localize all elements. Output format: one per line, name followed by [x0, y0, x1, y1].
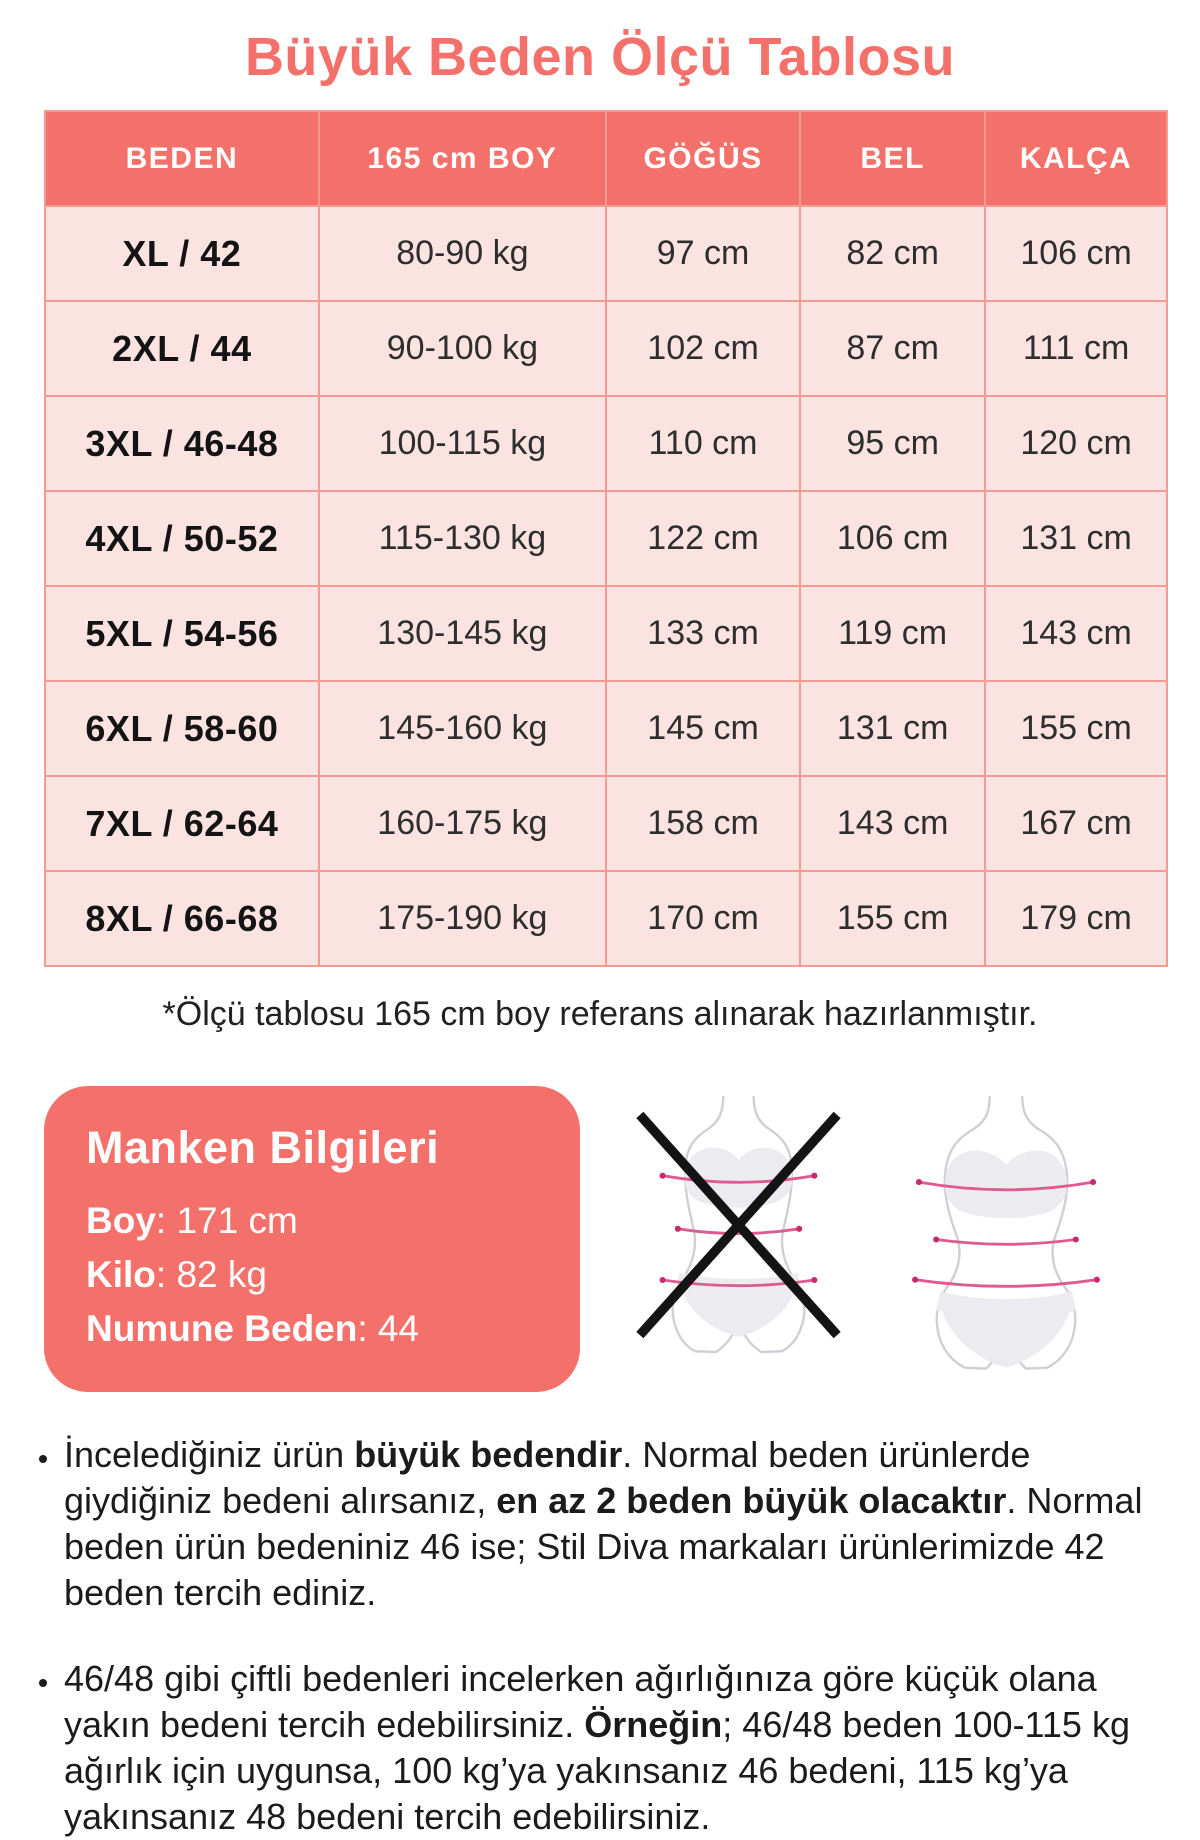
model-height-line — [86, 1200, 552, 1242]
hip-cell: 155 cm — [985, 681, 1167, 776]
weight-cell: 115-130 kg — [319, 491, 606, 586]
size-cell: 5XL / 54-56 — [45, 586, 319, 681]
note-text-bold: büyük bedendir — [354, 1434, 623, 1475]
size-cell: 8XL / 66-68 — [45, 871, 319, 966]
table-row — [45, 871, 1167, 966]
notes-list — [22, 1432, 1154, 1840]
hip-cell: 179 cm — [985, 871, 1167, 966]
note-text: ; 46/48 beden 100-115 kg ağırlık için uygunsa, 100 kg’ya yakınsanız 46 bedeni, 115 kg’ya yakınsanız 48 bedeni tercih edebilirsiniz. — [64, 1704, 1130, 1837]
size-cell: 4XL / 50-52 — [45, 491, 319, 586]
waist-cell: 119 cm — [800, 586, 985, 681]
note-text-bold: Örneğin — [584, 1704, 723, 1745]
column-header-size: BEDEN — [45, 111, 319, 206]
note-size-difference — [62, 1432, 1154, 1616]
column-header-weight: 165 cm BOY — [319, 111, 606, 206]
table-row — [45, 396, 1167, 491]
model-sample-size-label: Numune Beden — [86, 1308, 358, 1349]
model-sample-size-value: : 44 — [357, 1308, 420, 1349]
waist-cell: 131 cm — [800, 681, 985, 776]
model-height-label: Boy — [86, 1200, 156, 1241]
table-row — [45, 681, 1167, 776]
size-cell: 6XL / 58-60 — [45, 681, 319, 776]
model-height-value: : 171 cm — [155, 1200, 298, 1241]
table-row — [45, 206, 1167, 301]
table-row — [45, 491, 1167, 586]
waist-cell: 82 cm — [800, 206, 985, 301]
wrong-fit-figure — [634, 1096, 843, 1359]
weight-cell: 130-145 kg — [319, 586, 606, 681]
size-cell: 3XL / 46-48 — [45, 396, 319, 491]
weight-cell: 80-90 kg — [319, 206, 606, 301]
plus-body-figure-icon — [896, 1096, 1116, 1383]
model-info-title: Manken Bilgileri — [86, 1122, 440, 1173]
hip-cell: 120 cm — [985, 396, 1167, 491]
waist-cell: 95 cm — [800, 396, 985, 491]
model-sample-size-line — [86, 1308, 552, 1350]
column-header-chest: GÖĞÜS — [606, 111, 800, 206]
slim-body-figure-icon — [634, 1096, 843, 1354]
weight-cell: 100-115 kg — [319, 396, 606, 491]
hip-cell: 143 cm — [985, 586, 1167, 681]
hip-cell: 167 cm — [985, 776, 1167, 871]
hip-cell: 111 cm — [985, 301, 1167, 396]
chest-cell: 122 cm — [606, 491, 800, 586]
note-text: . Normal beden ürün bedeniniz 46 ise; Stil Diva markaları ürünlerimizde 42 beden tercih ediniz. — [64, 1480, 1143, 1613]
note-text: İncelediğiniz ürün — [64, 1434, 355, 1475]
chest-cell: 158 cm — [606, 776, 800, 871]
size-table — [44, 110, 1168, 967]
page-title: Büyük Beden Ölçü Tablosu — [244, 27, 956, 87]
weight-cell: 90-100 kg — [319, 301, 606, 396]
column-header-hip: KALÇA — [985, 111, 1167, 206]
note-double-sizes — [62, 1656, 1154, 1840]
model-weight-label: Kilo — [86, 1254, 156, 1295]
table-row — [45, 586, 1167, 681]
chest-cell: 145 cm — [606, 681, 800, 776]
note-text-bold: en az 2 beden büyük olacaktır — [496, 1480, 1007, 1521]
weight-cell: 145-160 kg — [319, 681, 606, 776]
table-footnote: *Ölçü tablosu 165 cm boy referans alınarak hazırlanmıştır. — [162, 995, 1038, 1033]
waist-cell: 143 cm — [800, 776, 985, 871]
model-info-section — [44, 1086, 1170, 1392]
fit-figures — [580, 1086, 1170, 1388]
waist-cell: 106 cm — [800, 491, 985, 586]
size-cell: 2XL / 44 — [45, 301, 319, 396]
note-text: 46/48 gibi çiftli bedenleri incelerken ağırlığınıza göre küçük olana yakın bedeni tercih edebilirsiniz. — [64, 1658, 1097, 1745]
chest-cell: 102 cm — [606, 301, 800, 396]
hip-cell: 106 cm — [985, 206, 1167, 301]
weight-cell: 175-190 kg — [319, 871, 606, 966]
note-text: . Normal beden ürünlerde giydiğiniz bedeni alırsanız, — [64, 1434, 1031, 1521]
model-info-card — [44, 1086, 580, 1392]
column-header-waist: BEL — [800, 111, 985, 206]
model-weight-line — [86, 1254, 552, 1296]
chest-cell: 110 cm — [606, 396, 800, 491]
size-cell: 7XL / 62-64 — [45, 776, 319, 871]
waist-cell: 155 cm — [800, 871, 985, 966]
size-cell: XL / 42 — [45, 206, 319, 301]
hip-cell: 131 cm — [985, 491, 1167, 586]
weight-cell: 160-175 kg — [319, 776, 606, 871]
chest-cell: 97 cm — [606, 206, 800, 301]
waist-cell: 87 cm — [800, 301, 985, 396]
table-row — [45, 301, 1167, 396]
model-weight-value: : 82 kg — [155, 1254, 267, 1295]
chest-cell: 133 cm — [606, 586, 800, 681]
correct-fit-figure — [896, 1096, 1116, 1388]
table-row — [45, 776, 1167, 871]
chest-cell: 170 cm — [606, 871, 800, 966]
size-table-header-row — [45, 111, 1167, 206]
